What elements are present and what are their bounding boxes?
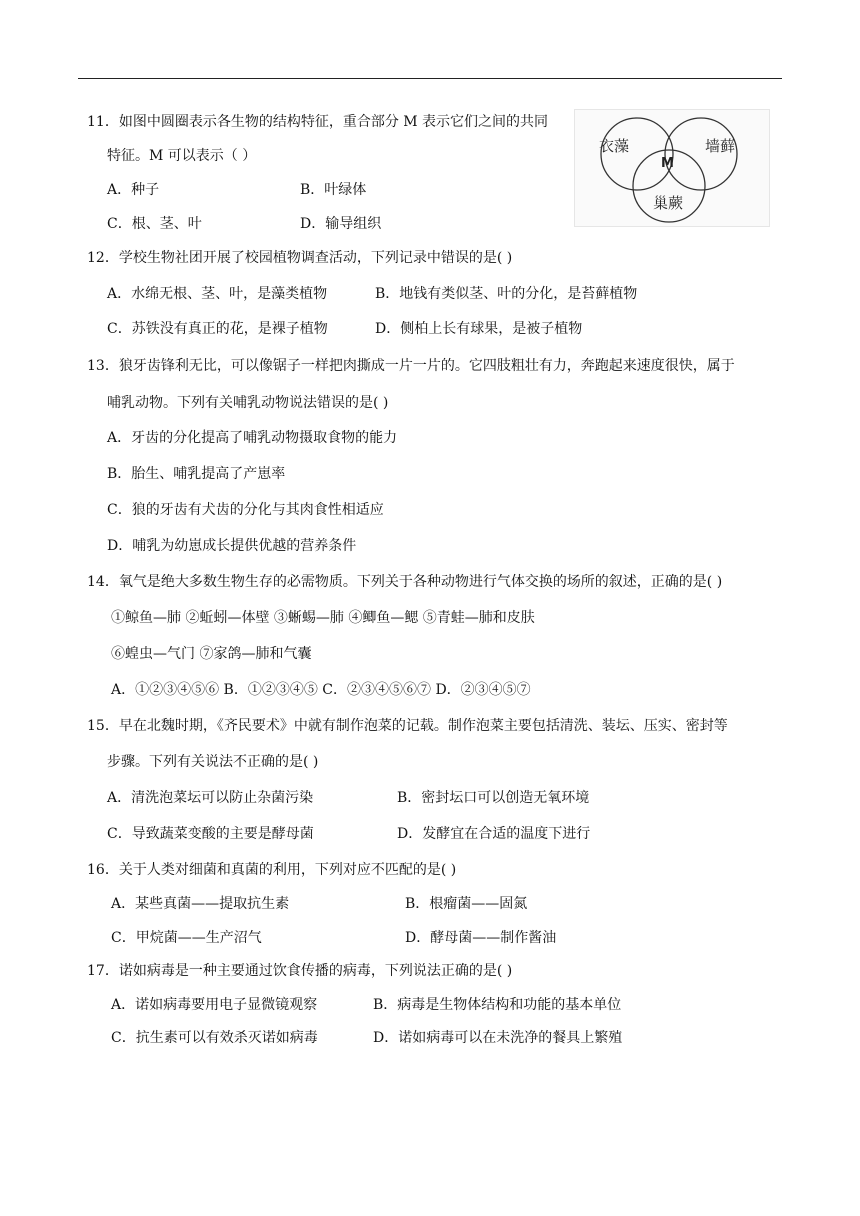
q12-option-d: D．侧柏上长有球果，是被子植物 bbox=[375, 321, 583, 337]
q17-option-d: D．诺如病毒可以在未洗净的餐具上繁殖 bbox=[373, 1030, 623, 1046]
q14-items-line1: ①鲸鱼—肺 ②蚯蚓—体壁 ③蜥蜴—肺 ④鲫鱼—鳃 ⑤青蛙—肺和皮肤 bbox=[111, 610, 535, 626]
q12-option-c: C．苏铁没有真正的花，是裸子植物 bbox=[107, 321, 328, 337]
q13-stem-line1: 13．狼牙齿锋利无比，可以像锯子一样把肉撕成一片一片的。它四肢粗壮有力，奔跑起来速度很快，属于 bbox=[87, 358, 735, 374]
q12-stem: 12．学校生物社团开展了校园植物调查活动，下列记录中错误的是( ) bbox=[87, 250, 513, 266]
venn-label-bottom: 巢蕨 bbox=[653, 194, 684, 212]
q15-option-a: A．清洗泡菜坛可以防止杂菌污染 bbox=[107, 790, 314, 806]
q13-stem-line2: 哺乳动物。下列有关哺乳动物说法错误的是( ) bbox=[107, 395, 389, 411]
q15-option-b: B．密封坛口可以创造无氧环境 bbox=[397, 790, 590, 806]
q11-option-d: D．输导组织 bbox=[300, 216, 382, 232]
q16-option-a: A．某些真菌——提取抗生素 bbox=[111, 896, 290, 912]
q12-option-a: A．水绵无根、茎、叶，是藻类植物 bbox=[107, 286, 328, 302]
q17-option-a: A．诺如病毒要用电子显微镜观察 bbox=[111, 997, 318, 1013]
q14-stem: 14．氧气是绝大多数生物生存的必需物质。下列关于各种动物进行气体交换的场所的叙述，正确的是( ) bbox=[87, 574, 723, 590]
q13-option-d: D．哺乳为幼崽成长提供优越的营养条件 bbox=[107, 538, 357, 554]
venn-diagram bbox=[574, 109, 770, 227]
q11-option-b: B．叶绿体 bbox=[300, 182, 367, 198]
q14-items-line2: ⑥蝗虫—气门 ⑦家鸽—肺和气囊 bbox=[111, 646, 312, 662]
q11-stem-line1: 11．如图中圆圈表示各生物的结构特征，重合部分 M 表示它们之间的共同 bbox=[87, 114, 549, 130]
q16-option-d: D．酵母菌——制作酱油 bbox=[405, 930, 557, 946]
q15-stem-line2: 步骤。下列有关说法不正确的是( ) bbox=[107, 754, 319, 770]
q16-stem: 16．关于人类对细菌和真菌的利用，下列对应不匹配的是( ) bbox=[87, 862, 457, 878]
q15-option-d: D．发酵宜在合适的温度下进行 bbox=[397, 826, 591, 842]
q11-option-a: A．种子 bbox=[107, 182, 160, 198]
q13-option-c: C．狼的牙齿有犬齿的分化与其肉食性相适应 bbox=[107, 502, 384, 518]
q15-option-c: C．导致蔬菜变酸的主要是酵母菌 bbox=[107, 826, 314, 842]
q11-option-c: C．根、茎、叶 bbox=[107, 216, 202, 232]
header-rule bbox=[78, 78, 782, 79]
q13-option-b: B．胎生、哺乳提高了产崽率 bbox=[107, 466, 286, 482]
q17-option-c: C．抗生素可以有效杀灭诺如病毒 bbox=[111, 1030, 318, 1046]
q17-option-b: B．病毒是生物体结构和功能的基本单位 bbox=[373, 997, 622, 1013]
q13-option-a: A．牙齿的分化提高了哺乳动物摄取食物的能力 bbox=[107, 430, 398, 446]
q12-option-b: B．地钱有类似茎、叶的分化，是苔藓植物 bbox=[375, 286, 638, 302]
q16-option-c: C．甲烷菌——生产沼气 bbox=[111, 930, 262, 946]
venn-label-left: 衣藻 bbox=[599, 137, 630, 155]
q17-stem: 17．诺如病毒是一种主要通过饮食传播的病毒，下列说法正确的是( ) bbox=[87, 963, 513, 979]
venn-label-right: 墙藓 bbox=[705, 137, 736, 155]
q15-stem-line1: 15．早在北魏时期，《齐民要术》中就有制作泡菜的记载。制作泡菜主要包括清洗、装坛、压实、密封等 bbox=[87, 718, 728, 734]
q16-option-b: B．根瘤菌——固氮 bbox=[405, 896, 528, 912]
q14-options: A．①②③④⑤⑥ B．①②③④⑤ C．②③④⑤⑥⑦ D．②③④⑤⑦ bbox=[111, 682, 531, 698]
q11-stem-line2: 特征。M 可以表示（ ） bbox=[107, 148, 257, 164]
venn-label-center: M bbox=[661, 156, 674, 171]
